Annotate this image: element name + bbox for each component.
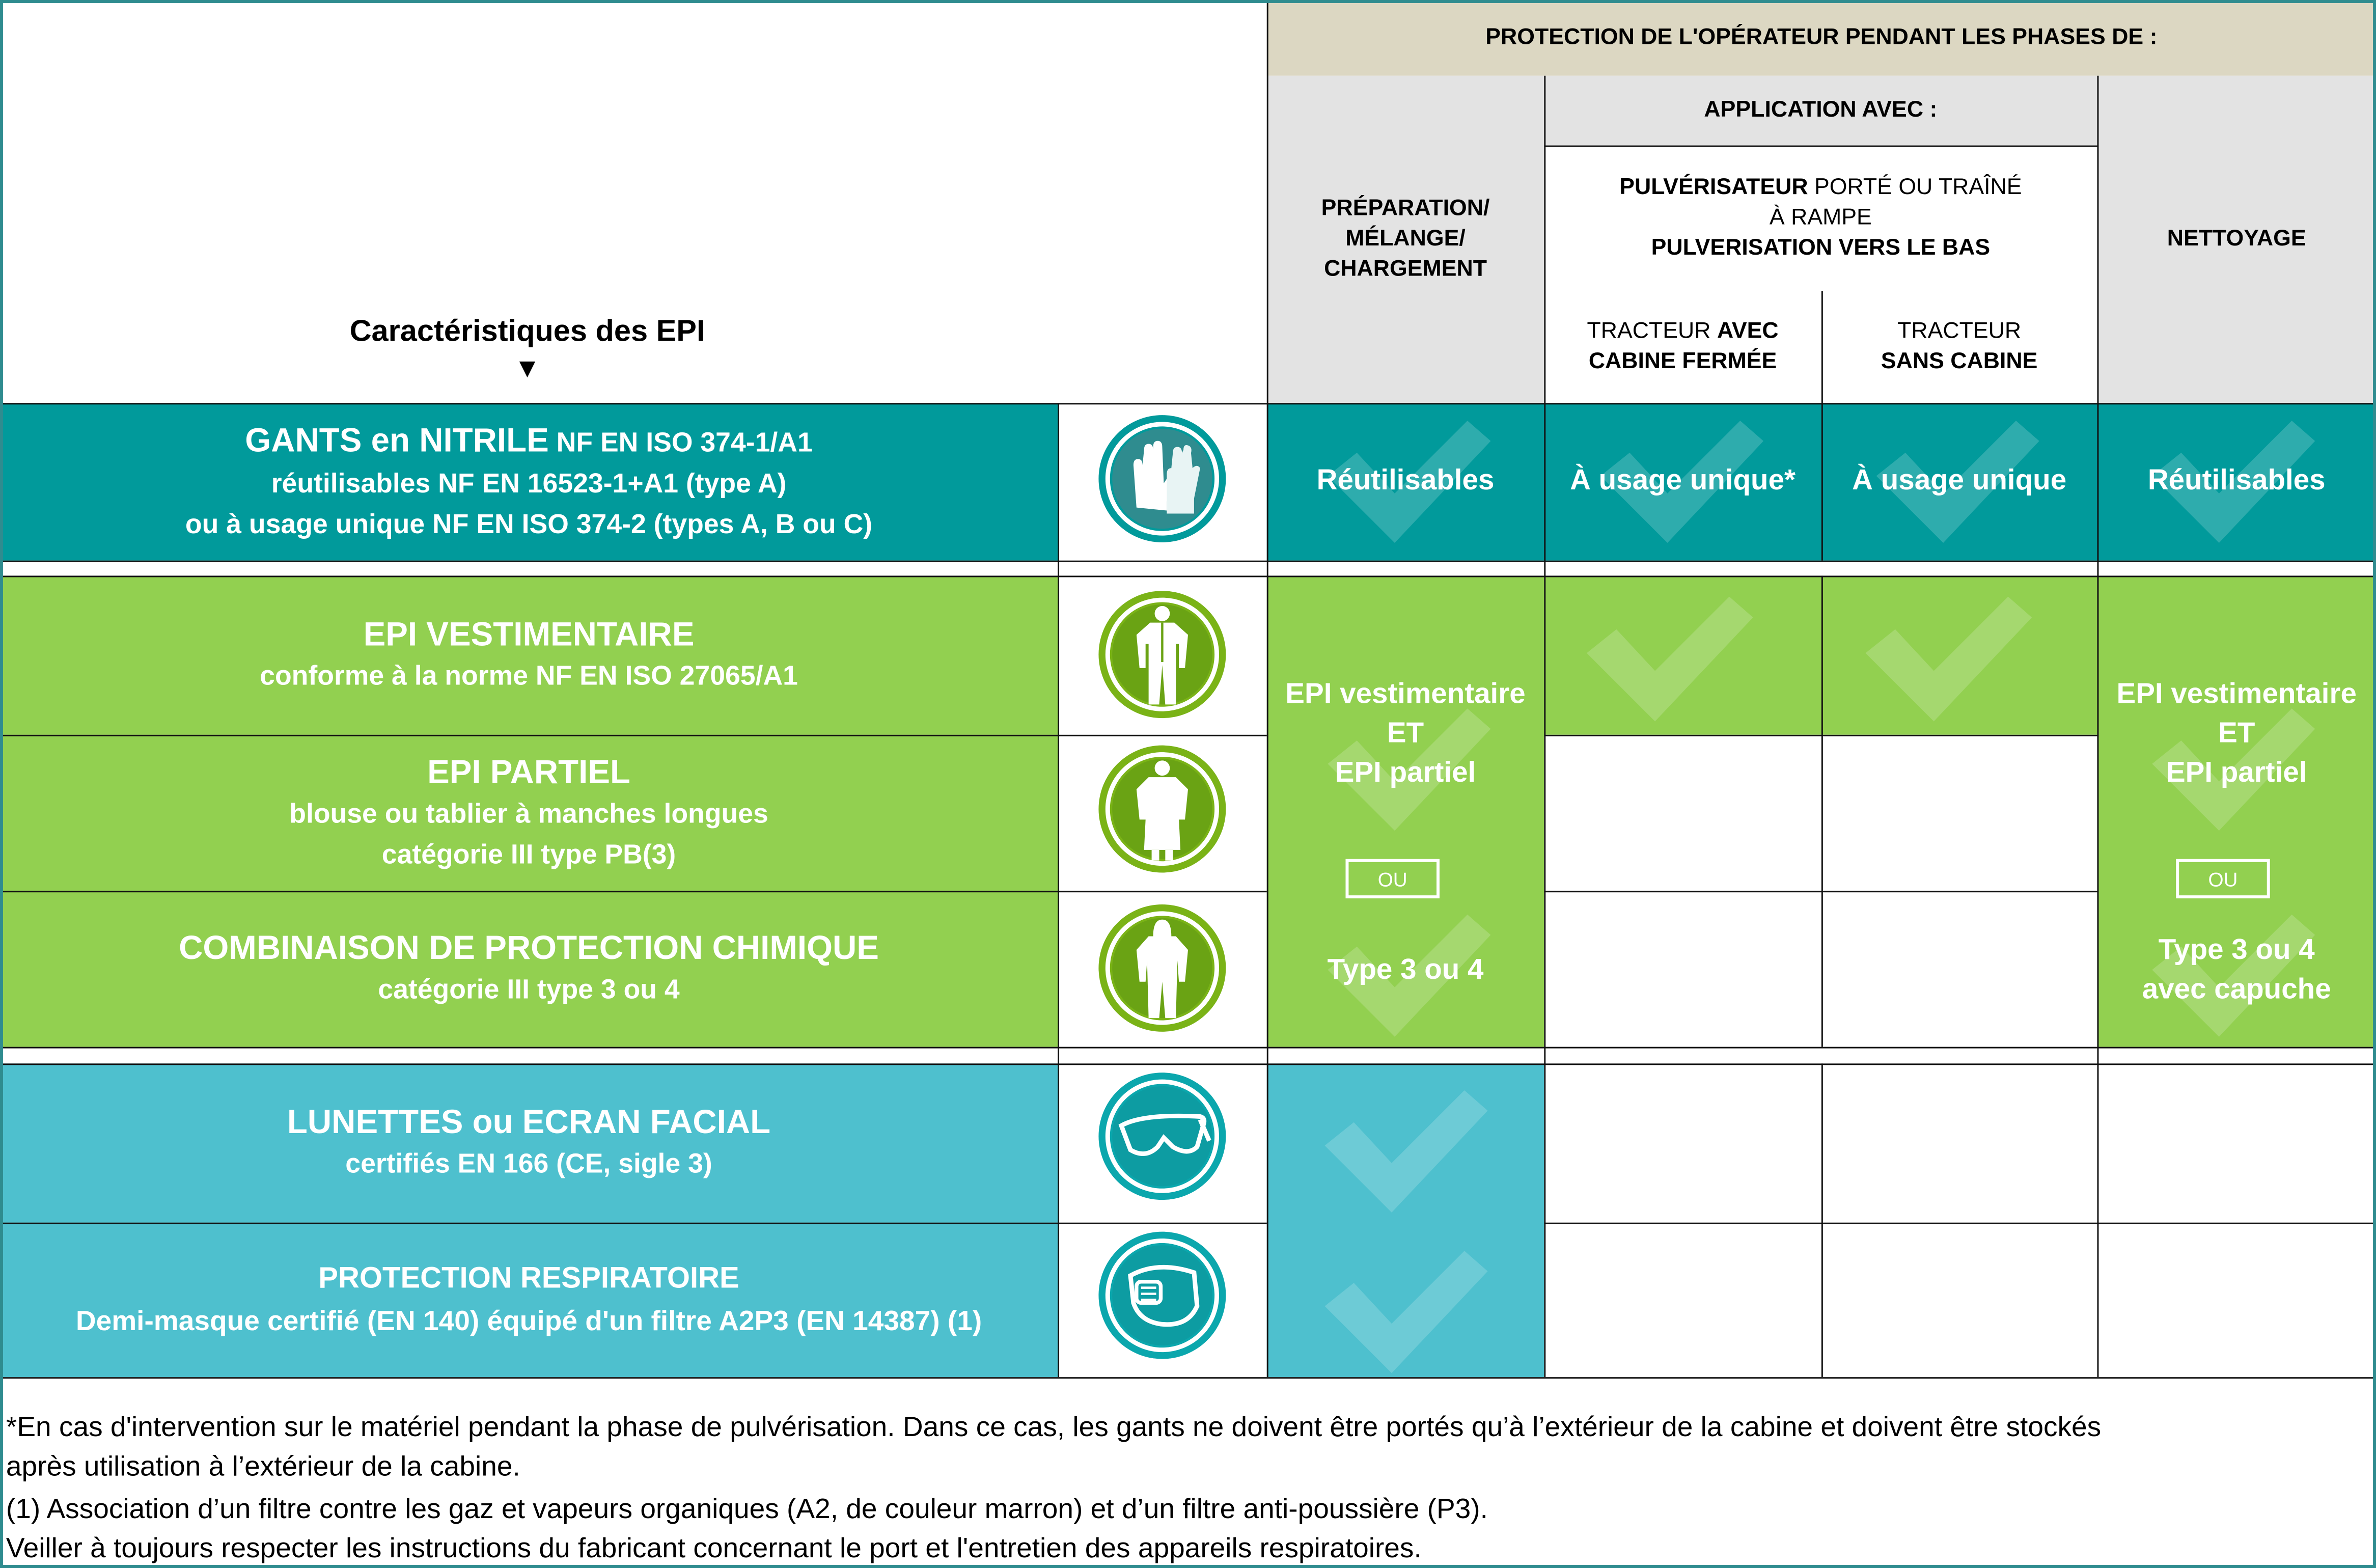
- gants-line-2: réutilisables NF EN 16523-1+A1 (type A): [271, 467, 787, 498]
- lunettes-line-2: certifiés EN 166 (CE, sigle 3): [345, 1148, 712, 1179]
- partiel-title: EPI PARTIEL: [427, 752, 631, 790]
- tracteur-cabine-line-2: CABINE FERMÉE: [1588, 348, 1777, 374]
- tracteur-sans-line-1: TRACTEUR: [1897, 318, 2022, 344]
- partiel-line-2: blouse ou tablier à manches longues: [289, 797, 768, 828]
- footnote-1-line-1: *En cas d'intervention sur le matériel pendant la phase de pulvérisation. Dans ce cas, les gants ne doivent être portés qu’à l’extérieur de la cabine et doivent être stockés: [6, 1410, 2102, 1443]
- prep-epi-value: EPI vestimentaire ET EPI partiel: [1285, 678, 1526, 789]
- nettoyage-ou-box: OU: [2176, 859, 2270, 898]
- preparation-line-3: CHARGEMENT: [1324, 256, 1487, 282]
- epi-label: Caractéristiques des EPI: [349, 315, 705, 349]
- nettoyage-type-value: Type 3 ou 4 avec capuche: [2142, 934, 2331, 1006]
- tracteur-cabine-line-1: TRACTEUR AVEC: [1587, 318, 1779, 344]
- down-arrow-icon: ▼: [514, 353, 541, 383]
- pulverisateur-line-3: PULVERISATION VERS LE BAS: [1651, 235, 1991, 261]
- combinaison-line-2: catégorie III type 3 ou 4: [378, 974, 680, 1005]
- footnote-3: Veiller à toujours respecter les instructions du fabricant concernant le port et l'entretien des appareils respiratoires.: [6, 1531, 1422, 1564]
- gants-title: GANTS en NITRILE NF EN ISO 374-1/A1: [245, 420, 813, 458]
- respiratoire-line-2: Demi-masque certifié (EN 140) équipé d'un filtre A2P3 (EN 14387) (1): [75, 1304, 982, 1336]
- gants-cabine-value: À usage unique*: [1570, 465, 1796, 497]
- preparation-line-2: MÉLANGE/: [1345, 226, 1466, 252]
- footnote-1-line-2: après utilisation à l’extérieur de la cabine.: [6, 1449, 520, 1482]
- prep-type-value: Type 3 ou 4: [1327, 954, 1484, 986]
- pulverisateur-line-2: À RAMPE: [1769, 204, 1872, 231]
- footnote-2: (1) Association d’un filtre contre les gaz et vapeurs organiques (A2, de couleur marron) et d’un filtre anti-poussière (P3).: [6, 1492, 1488, 1524]
- gants-nettoyage-value: Réutilisables: [2147, 465, 2326, 497]
- respiratoire-title: PROTECTION RESPIRATOIRE: [318, 1262, 739, 1296]
- prep-ou-box: OU: [1345, 859, 1439, 898]
- gants-preparation-value: Réutilisables: [1316, 465, 1495, 497]
- vestimentaire-title: EPI VESTIMENTAIRE: [363, 615, 695, 653]
- pulverisateur-line-1: PULVÉRISATEUR PORTÉ OU TRAÎNÉ: [1619, 174, 2022, 200]
- preparation-line-1: PRÉPARATION/: [1321, 195, 1490, 222]
- nettoyage-epi-value: EPI vestimentaire ET EPI partiel: [2116, 678, 2357, 789]
- gants-line-3: ou à usage unique NF EN ISO 374-2 (types A, B ou C): [185, 508, 873, 539]
- partiel-line-3: catégorie III type PB(3): [381, 838, 676, 869]
- tracteur-sans-line-2: SANS CABINE: [1881, 348, 2038, 374]
- application-title: APPLICATION AVEC :: [1704, 97, 1938, 123]
- vestimentaire-line-2: conforme à la norme NF EN ISO 27065/A1: [260, 661, 798, 691]
- protection-title: PROTECTION DE L'OPÉRATEUR PENDANT LES PHASES DE :: [1485, 24, 2158, 50]
- combinaison-title: COMBINAISON DE PROTECTION CHIMIQUE: [179, 928, 879, 967]
- lunettes-title: LUNETTES ou ECRAN FACIAL: [287, 1103, 771, 1141]
- nettoyage-title: NETTOYAGE: [2167, 226, 2306, 252]
- gants-sans-cabine-value: À usage unique: [1852, 465, 2067, 497]
